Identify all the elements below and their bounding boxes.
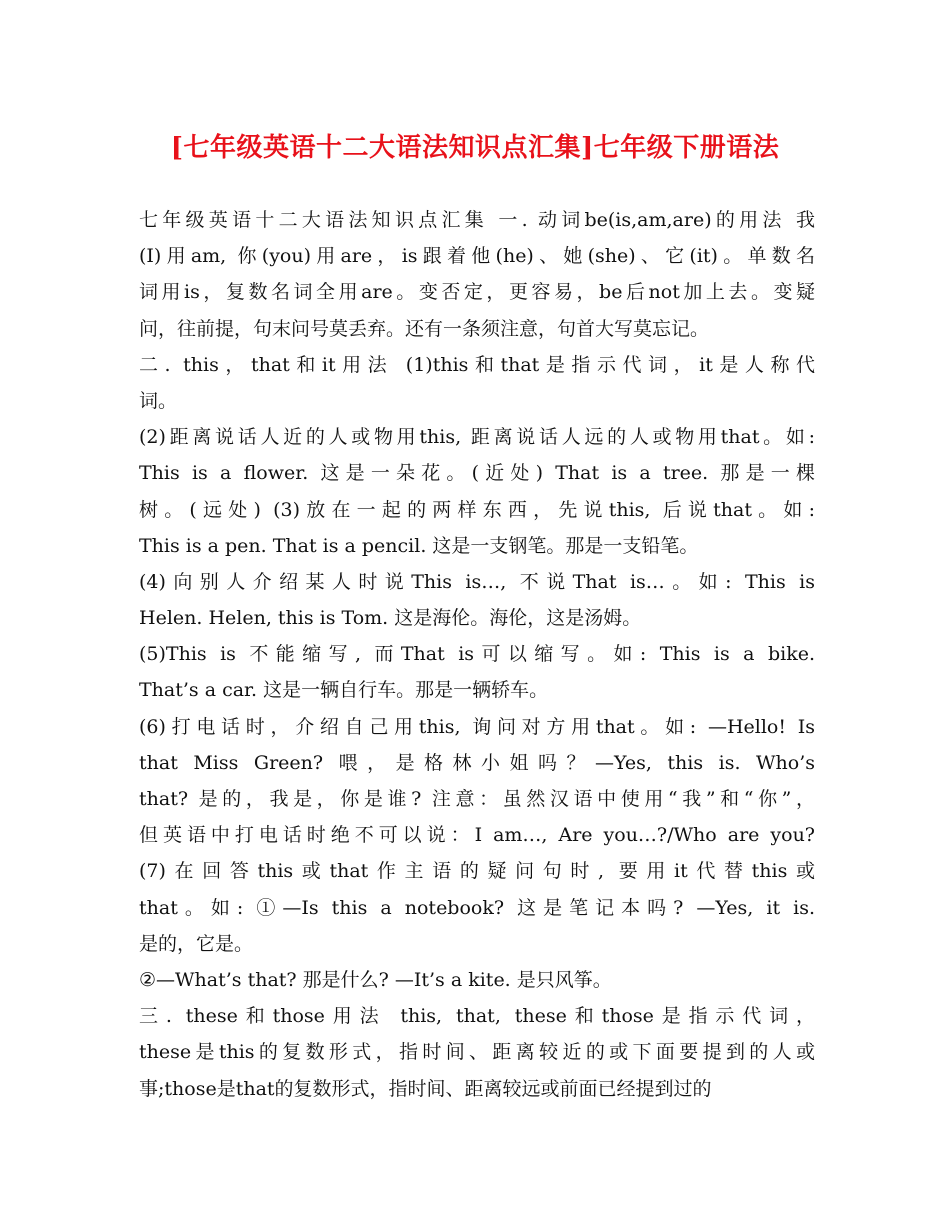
text-line: 但英语中打电话时绝不可以说：I am…, Are you…?/Who are you? bbox=[139, 824, 815, 847]
text-line: 事;those是that的复数形式，指时间、距离较远或前面已经提到过的 bbox=[139, 1077, 712, 1100]
text-line: 三. these和those用法 this, that, these和those是指示代词， bbox=[139, 1005, 815, 1028]
text-line: 词。 bbox=[139, 389, 178, 412]
text-line: 树。(远处) (3)放在一起的两样东西，先说this, 后说that。如: bbox=[139, 498, 815, 521]
text-line: that Miss Green? 喂，是格林小姐吗？—Yes, this is. Who’s bbox=[139, 751, 815, 774]
text-line: 是的，它是。 bbox=[139, 932, 254, 955]
text-line: that。如: ①—Is this a notebook? 这是笔记本吗? —Yes, it is. bbox=[139, 896, 815, 919]
text-line: 七年级英语十二大语法知识点汇集 一. 动词be(is,am,are)的用法 我 bbox=[139, 209, 815, 231]
text-line: That’s a car. 这是一辆自行车。那是一辆轿车。 bbox=[139, 679, 549, 702]
text-line: (7)在回答this或that作主语的疑问句时, 要用it代替this或 bbox=[139, 860, 815, 883]
text-line: 词用is，复数名词全用are。变否定，更容易，be后not加上去。变疑 bbox=[139, 281, 815, 304]
document-title: [七年级英语十二大语法知识点汇集]七年级下册语法 bbox=[170, 133, 780, 163]
text-line: This is a pen. That is a pencil. 这是一支钢笔。那是一支铅笔。 bbox=[139, 534, 699, 557]
text-line: (6)打电话时，介绍自己用this, 询问对方用that。如: —Hello! Is bbox=[139, 715, 815, 738]
text-line: 问，往前提，句末问号莫丢弃。还有一条须注意，句首大写莫忘记。 bbox=[139, 317, 710, 340]
text-line: (2)距离说话人近的人或物用this, 距离说话人远的人或物用that。如: bbox=[139, 426, 815, 449]
text-line: ②—What’s that? 那是什么? —It’s a kite. 是只风筝。 bbox=[139, 968, 612, 991]
text-line: (4)向别人介绍某人时说This is…, 不说That is…。如: This is bbox=[139, 570, 815, 593]
text-line: 二. this，that和it用法 (1)this和that是指示代词，it是人称代 bbox=[139, 353, 815, 376]
document-body bbox=[139, 202, 815, 1107]
text-line: that? 是的，我是，你是谁? 注意：虽然汉语中使用“我”和“你”， bbox=[139, 788, 815, 810]
text-line: (I)用am, 你(you)用are，is跟着他(he)、她(she)、它(it)。单数名 bbox=[139, 245, 815, 268]
text-line: Helen. Helen, this is Tom. 这是海伦。海伦，这是汤姆。 bbox=[139, 607, 642, 630]
text-line: these是this的复数形式，指时间、距离较近的或下面要提到的人或 bbox=[139, 1041, 815, 1064]
text-line: This is a flower. 这是一朵花。(近处) That is a tree. 那是一棵 bbox=[139, 462, 815, 485]
text-line: (5)This is 不能缩写, 而That is可以缩写。如: This is a bike. bbox=[139, 643, 815, 666]
